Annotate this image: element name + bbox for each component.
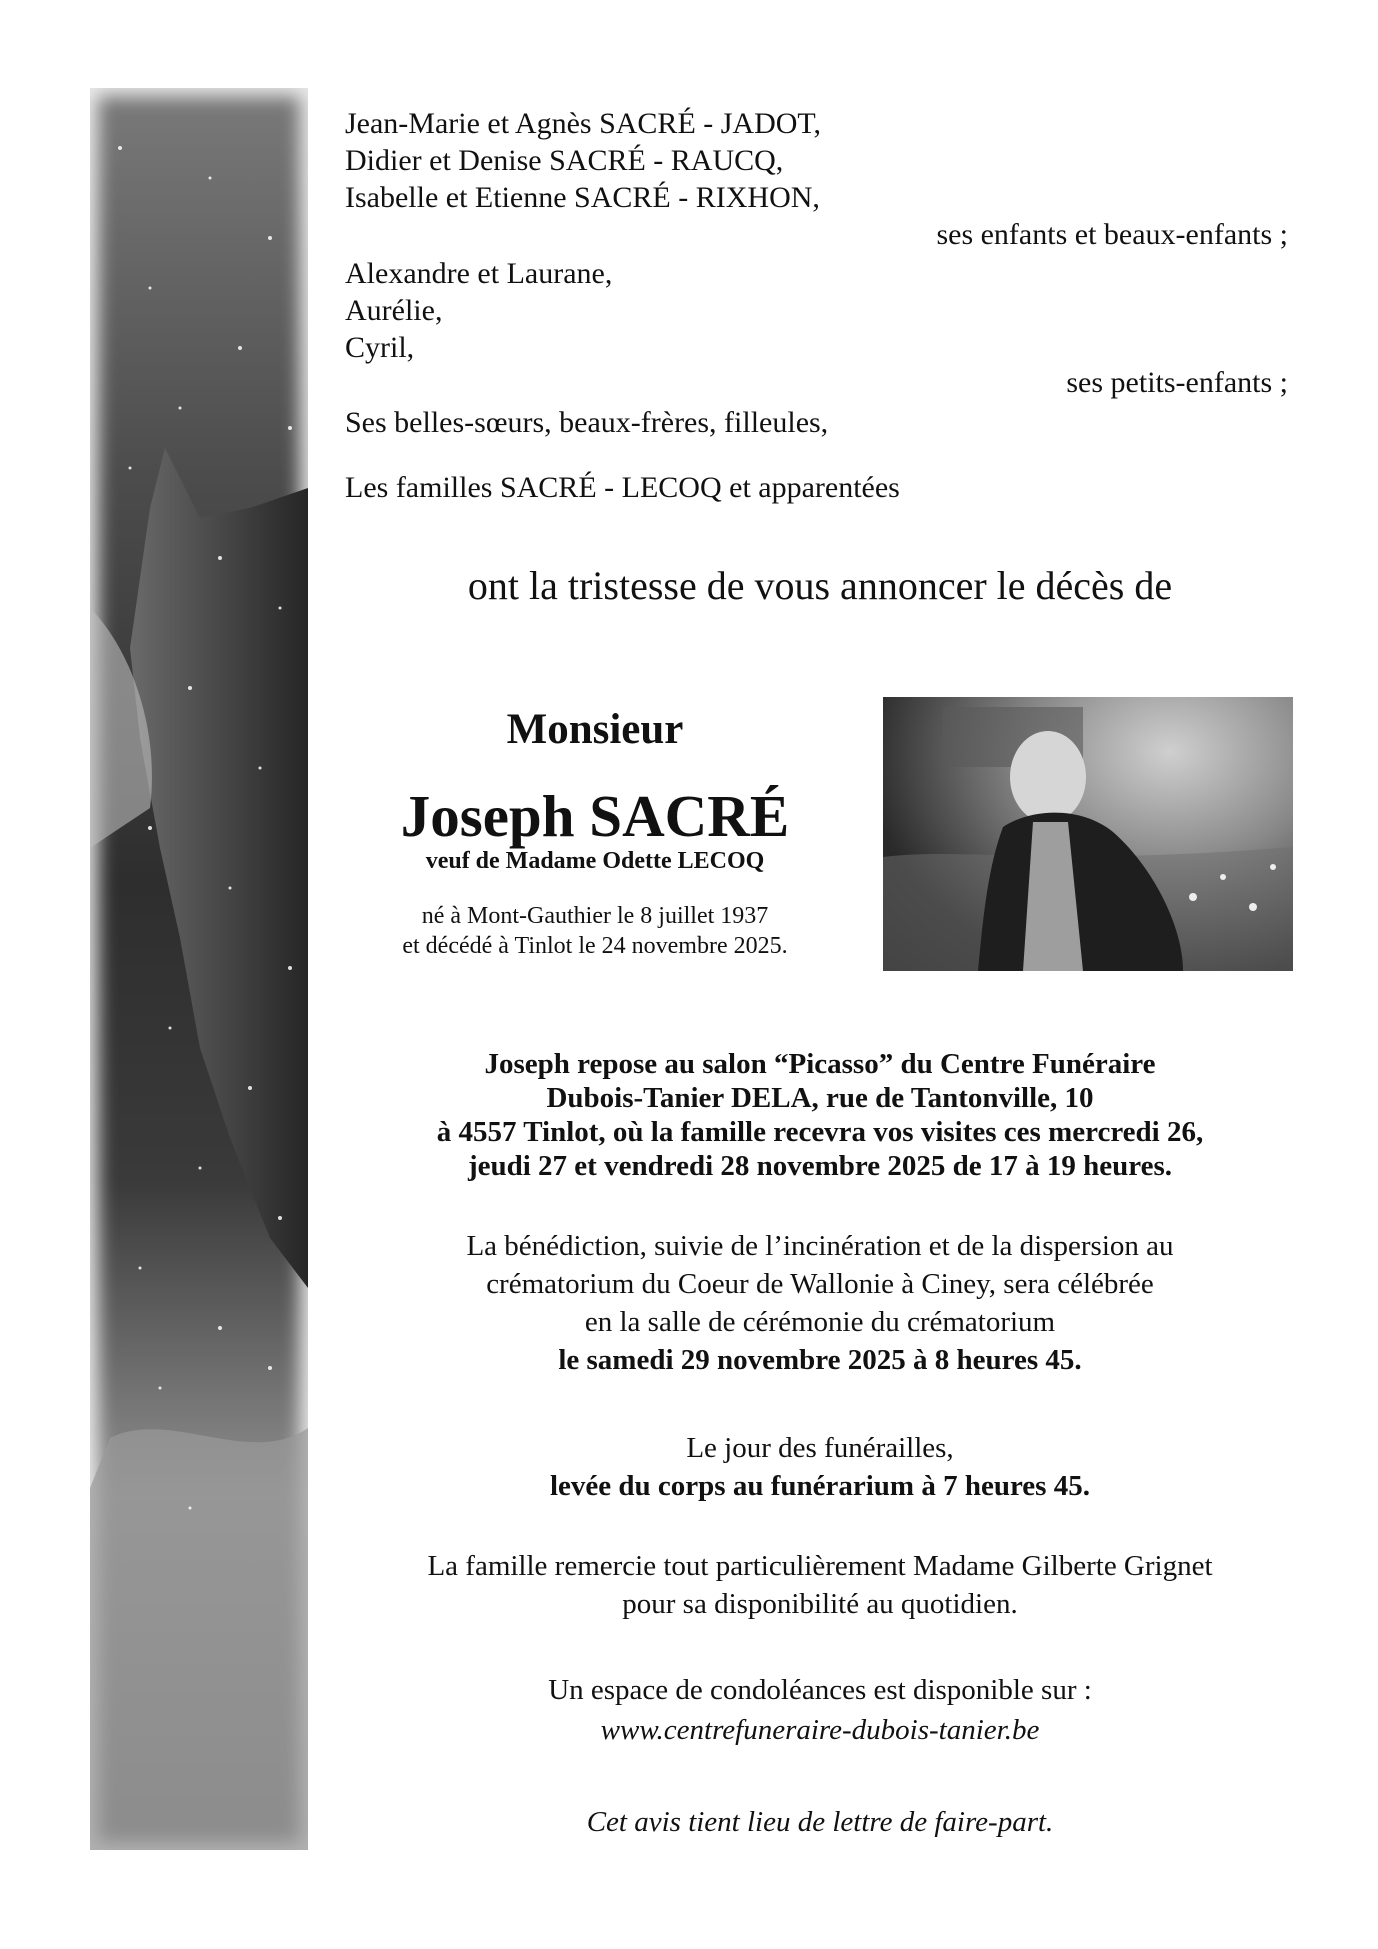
visitation-line: Joseph repose au salon “Picasso” du Centre Funéraire: [484, 1048, 1156, 1080]
closing-note: Cet avis tient lieu de lettre de faire-part.: [586, 1806, 1054, 1838]
families-line: Les familles SACRÉ - LECOQ et apparentées: [345, 471, 900, 504]
ceremony-date: le samedi 29 novembre 2025 à 8 heures 45.: [558, 1344, 1082, 1376]
funeral-block: [345, 1429, 1295, 1505]
deceased-name: Joseph SACRÉ: [400, 783, 790, 849]
visitation-block: [345, 1047, 1295, 1183]
family-line: Didier et Denise SACRÉ - RAUCQ,: [345, 144, 784, 177]
family-line: Alexandre et Laurane,: [345, 257, 613, 290]
funeral-day: Le jour des funérailles,: [686, 1432, 954, 1464]
website-link[interactable]: www.centrefuneraire-dubois-tanier.be: [600, 1714, 1040, 1746]
visitation-line: à 4557 Tinlot, où la famille recevra vos visites ces mercredi 26,: [436, 1116, 1204, 1148]
grandchildren-list: [345, 255, 612, 366]
widower-line: veuf de Madame Odette LECOQ: [425, 848, 765, 874]
grandchildren-role: ses petits-enfants ;: [1066, 366, 1288, 399]
visitation-line: Dubois-Tanier DELA, rue de Tantonville, 10: [546, 1082, 1094, 1114]
family-line: Isabelle et Etienne SACRÉ - RIXHON,: [345, 181, 820, 214]
family-line: Aurélie,: [345, 294, 443, 327]
children-role: ses enfants et beaux-enfants ;: [936, 218, 1288, 251]
ceremony-line: crématorium du Coeur de Wallonie à Ciney, sera célébrée: [486, 1268, 1154, 1300]
thanks-block: [345, 1547, 1295, 1623]
ceremony-line: en la salle de cérémonie du crématorium: [584, 1306, 1056, 1338]
deceased-title: Monsieur: [506, 706, 684, 753]
family-line: Jean-Marie et Agnès SACRÉ - JADOT,: [345, 107, 822, 140]
thanks-line: pour sa disponibilité au quotidien.: [622, 1588, 1018, 1620]
death-line: et décédé à Tinlot le 24 novembre 2025.: [402, 933, 788, 959]
portrait-photo: [883, 697, 1293, 971]
condolences-intro: Un espace de condoléances est disponible sur :: [548, 1674, 1092, 1706]
levee-line: levée du corps au funérarium à 7 heures 45.: [550, 1470, 1090, 1502]
ceremony-line: La bénédiction, suivie de l’incinération et de la dispersion au: [466, 1230, 1174, 1262]
relatives-line: Ses belles-sœurs, beaux-frères, filleules,: [345, 406, 829, 439]
family-line: Cyril,: [345, 331, 415, 364]
thanks-line: La famille remercie tout particulièrement Madame Gilberte Grignet: [427, 1550, 1213, 1582]
visitation-line: jeudi 27 et vendredi 28 novembre 2025 de 17 à 19 heures.: [467, 1150, 1173, 1182]
side-photo-horse: [90, 88, 308, 1850]
children-list: [345, 105, 821, 216]
announcement: ont la tristesse de vous annoncer le décès de: [467, 563, 1173, 608]
birth-line: né à Mont-Gauthier le 8 juillet 1937: [421, 903, 769, 929]
ceremony-block: [345, 1227, 1295, 1379]
condolences-block: [345, 1670, 1295, 1750]
